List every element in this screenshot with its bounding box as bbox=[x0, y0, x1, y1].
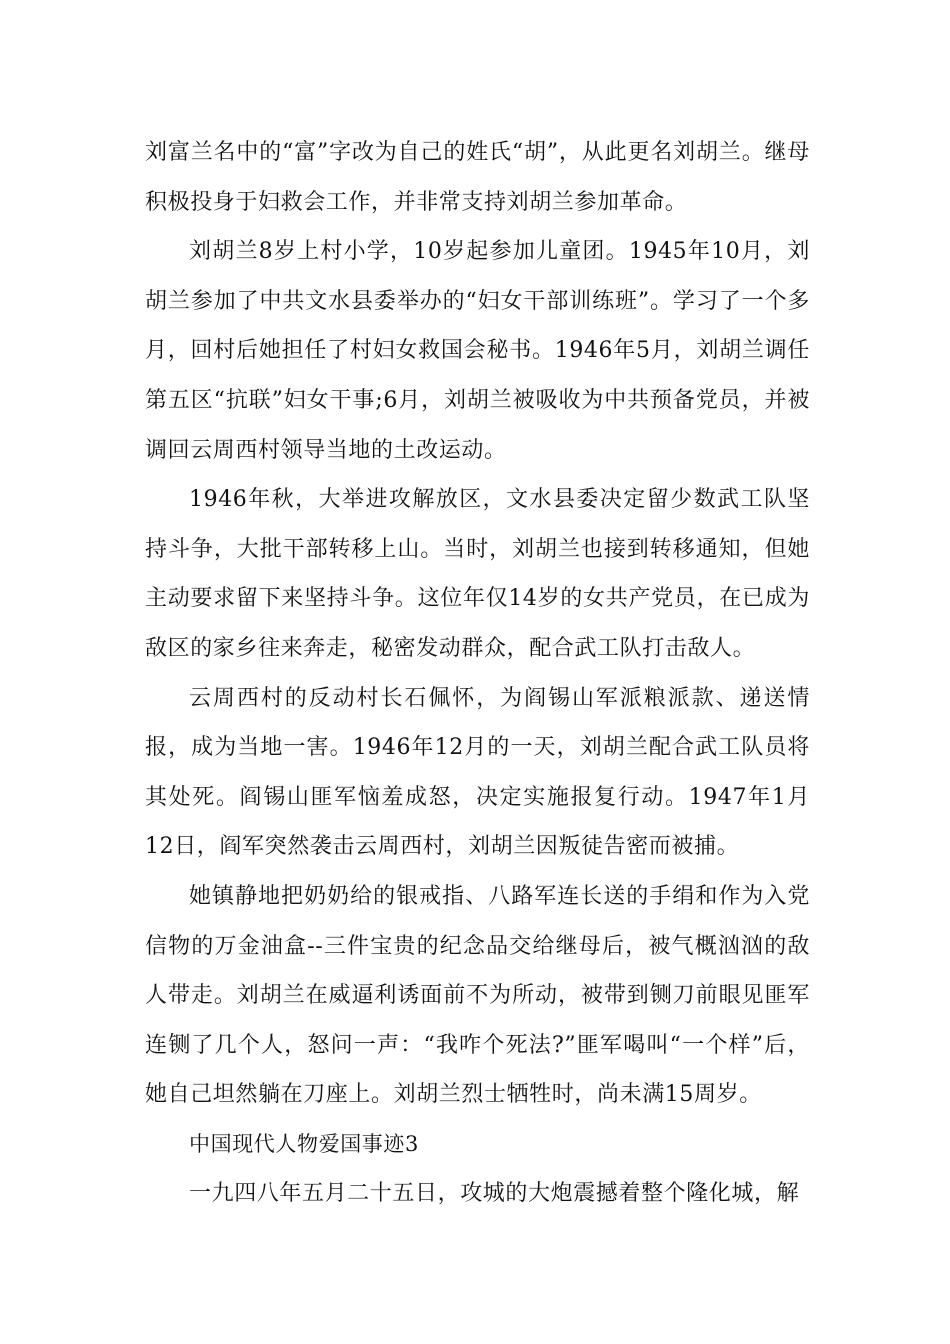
paragraph-continued: 刘富兰名中的“富”字改为自己的姓氏“胡”，从此更名刘胡兰。继母积极投身于妇救会工作，并非常支持刘胡兰参加革命。 bbox=[145, 140, 810, 215]
paragraph: 她镇静地把奶奶给的银戒指、八路军连长送的手绢和作为入党信物的万金油盒--三件宝贵的纪念品交给继母后，被气概汹汹的敌人带走。刘胡兰在威逼利诱面前不为所动，被带到铡刀前眼见匪军连铡了几个人，怒问一声：“我咋个死法?”匪军喝叫“一个样”后，她自己坦然躺在刀座上。刘胡兰烈士牺牲时，尚未满15周岁。 bbox=[145, 883, 810, 1108]
paragraph: 刘胡兰8岁上村小学，10岁起参加儿童团。1945年10月，刘胡兰参加了中共文水县委举办的“妇女干部训练班”。学习了一个多月，回村后她担任了村妇女救国会秘书。1946年5月，刘胡兰调任第五区“抗联”妇女干事;6月，刘胡兰被吸收为中共预备党员，并被调回云周西村领导当地的土改运动。 bbox=[145, 239, 810, 463]
paragraph: 1946年秋，大举进攻解放区，文水县委决定留少数武工队坚持斗争，大批干部转移上山。当时，刘胡兰也接到转移通知，但她主动要求留下来坚持斗争。这位年仅14岁的女共产党员，在已成为敌区的家乡往来奔走，秘密发动群众，配合武工队打击敌人。 bbox=[145, 487, 810, 661]
section-heading: 中国现代人物爱国事迹3 bbox=[189, 1131, 419, 1156]
paragraph: 云周西村的反动村长石佩怀，为阎锡山军派粮派款、递送情报，成为当地一害。1946年12月的一天，刘胡兰配合武工队员将其处死。阎锡山匪军恼羞成怒，决定实施报复行动。1947年1月12日，阎军突然袭击云周西村，刘胡兰因叛徒告密而被捕。 bbox=[145, 685, 810, 860]
document-body bbox=[145, 128, 810, 1219]
paragraph-truncated: 一九四八年五月二十五日，攻城的大炮震撼着整个隆化城，解 bbox=[189, 1181, 800, 1207]
